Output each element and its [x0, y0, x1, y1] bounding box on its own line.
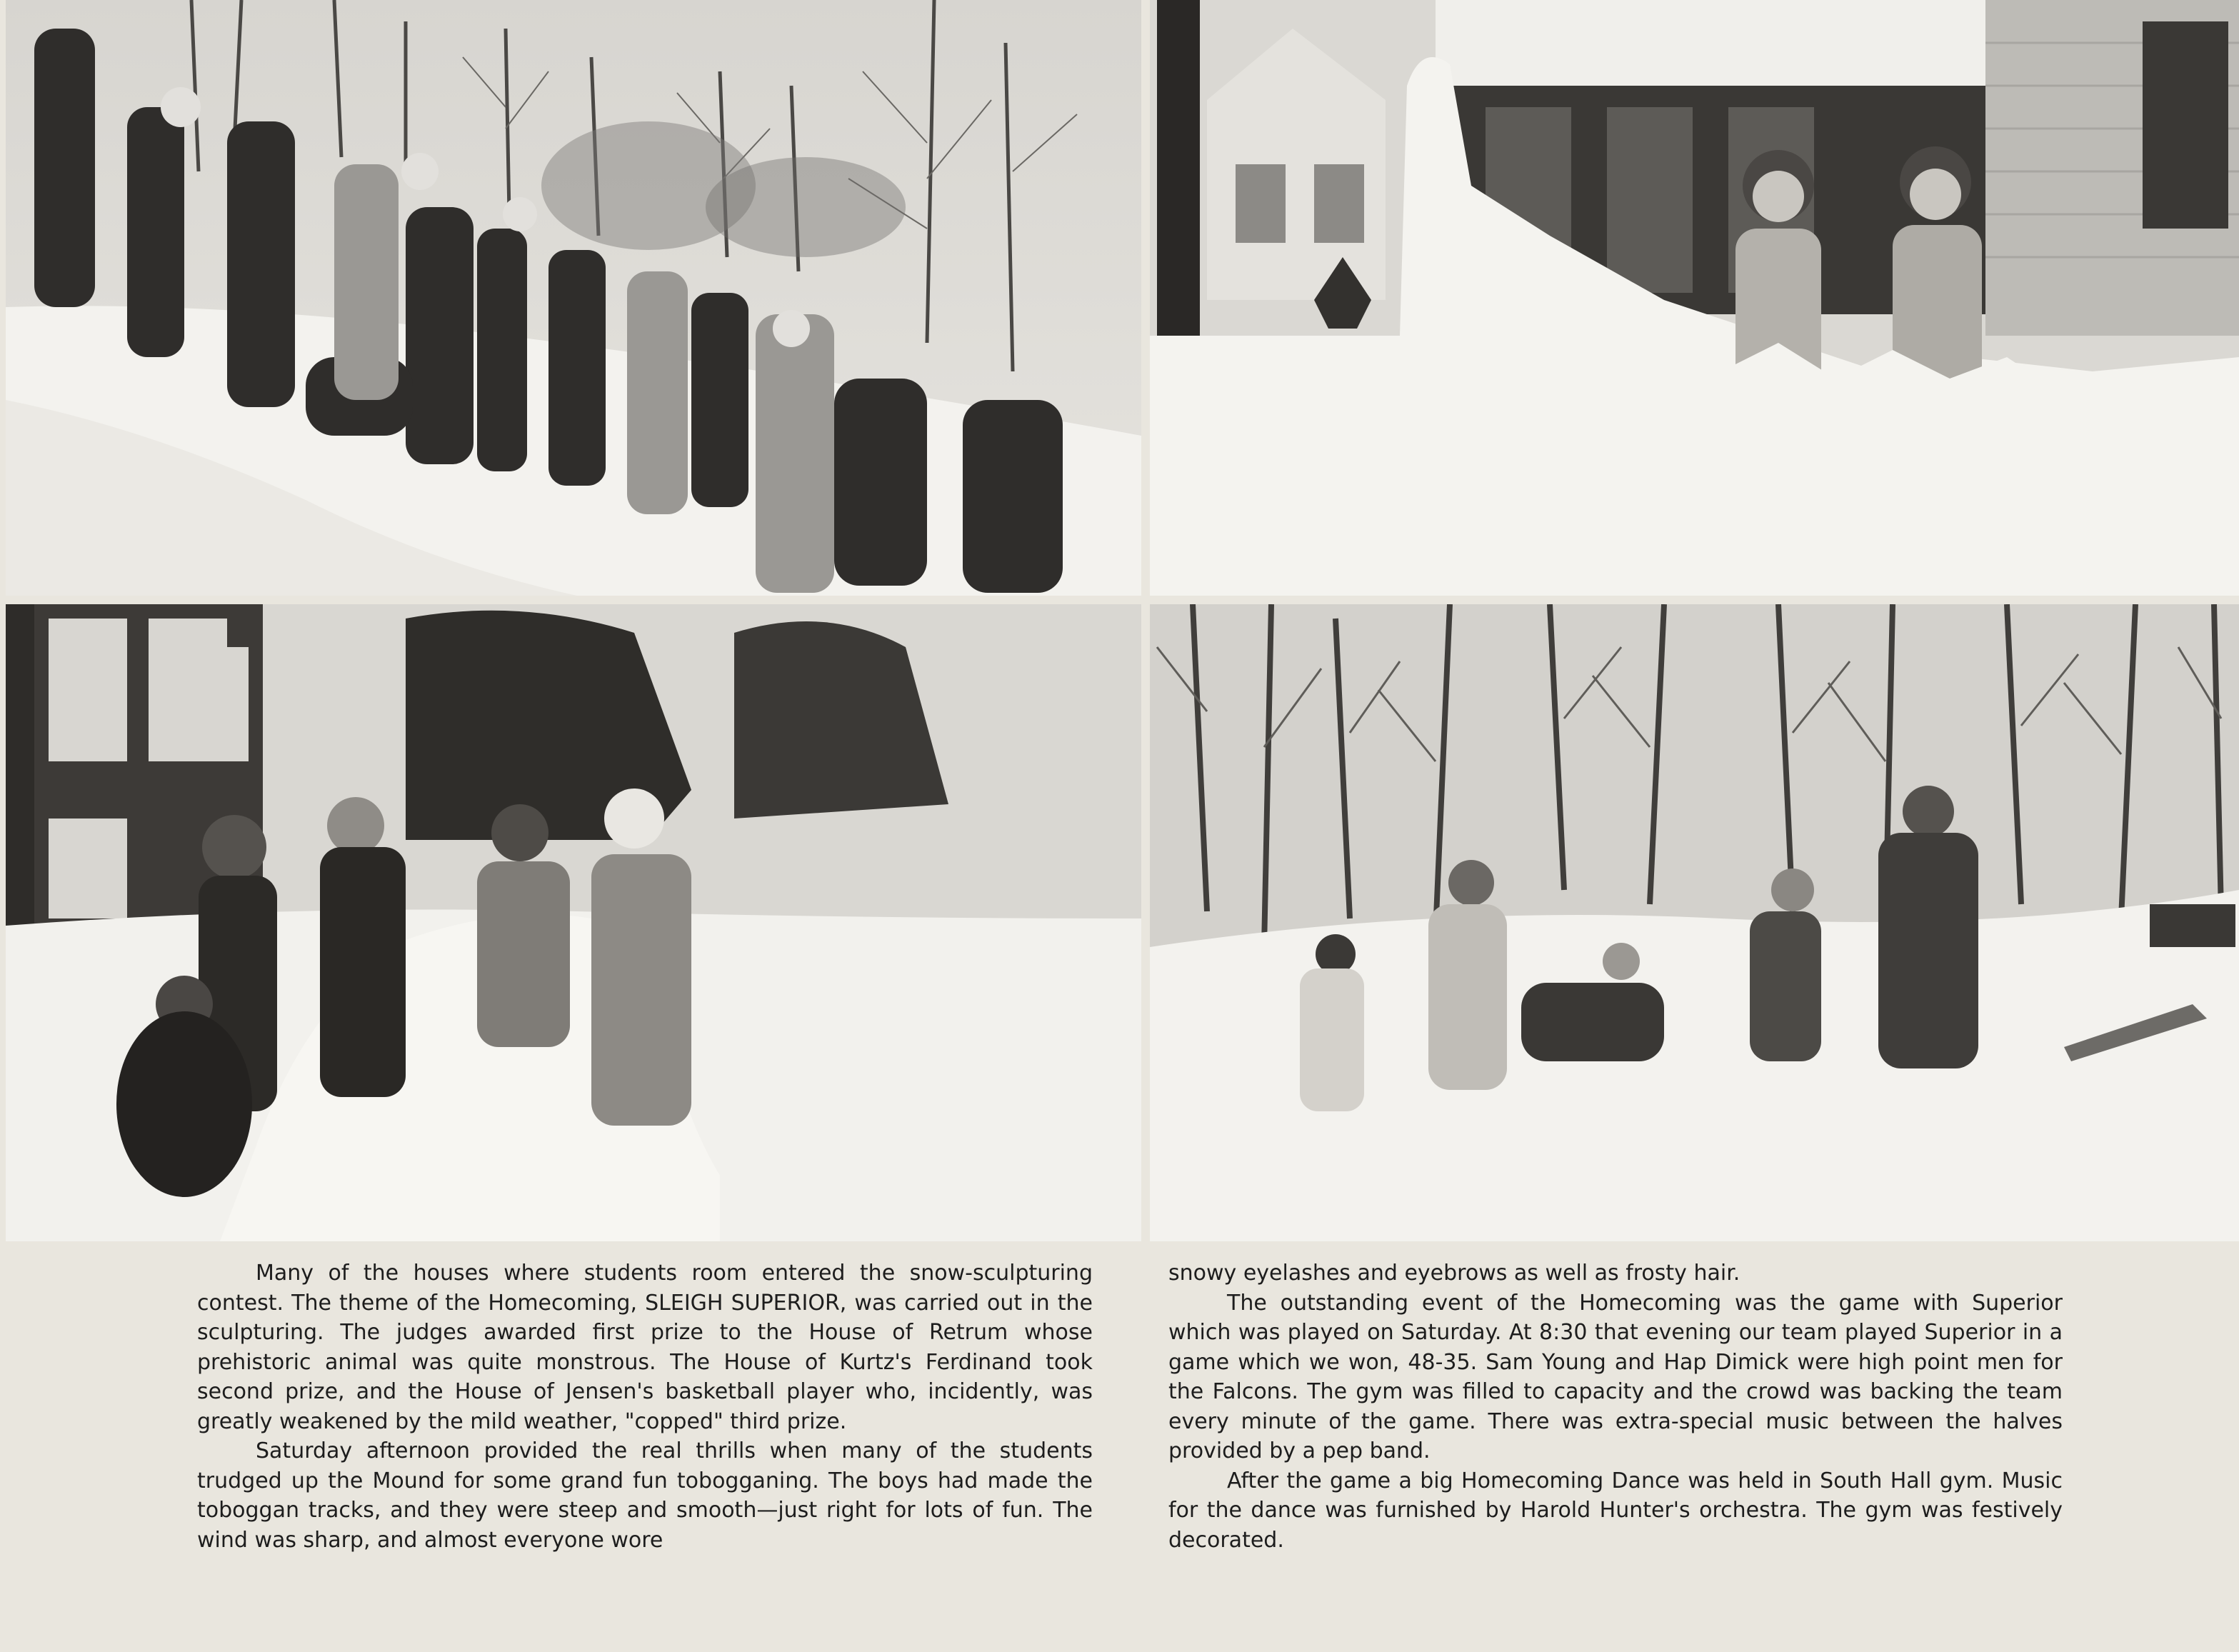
photo-grid-vertical-divider [1141, 0, 1150, 1243]
article-paragraph: snowy eyelashes and eyebrows as well as frosty hair. [1168, 1261, 1740, 1286]
article-right-column [1168, 1258, 2063, 1555]
photo-women-with-snow-sculpture [6, 604, 1141, 1241]
photo-tobogganing-in-woods [1150, 604, 2239, 1241]
article-paragraph: Saturday afternoon provided the real thrills when many of the students trudged up the Mound for some grand fun tobogganing. The boys had made the toboggan tracks, and they were steep and smooth—just right for lots of fun. The wind was sharp, and almost everyone wore [197, 1438, 1093, 1553]
article-paragraph: After the game a big Homecoming Dance was held in South Hall gym. Music for the dance was furnished by Harold Hunter's orchestra. The gym was festively decorated. [1168, 1468, 2063, 1553]
article-paragraph: The outstanding event of the Homecoming was the game with Superior which was played on Saturday. At 8:30 that evening our team played Superior in a game which we won, 48-35. Sam Young and Hap Dimick were high point men for the Falcons. The gym was filled to capacity and the crowd was backing the team every minute of the game. There was extra-special music between the halves provided by a pep band. [1168, 1290, 2063, 1463]
photo-women-with-snow-sculpture-image [6, 604, 1141, 1241]
photo-tobogganing-in-woods-image [1150, 604, 2239, 1241]
photo-grid-horizontal-divider [0, 596, 2239, 604]
photo-women-by-snow-sculpture-house-image [1150, 0, 2239, 596]
photo-students-on-snowy-hill-image [6, 0, 1141, 596]
article-left-column [197, 1258, 1093, 1555]
photo-students-on-snowy-hill [6, 0, 1141, 596]
photo-women-by-snow-sculpture-house [1150, 0, 2239, 596]
article-paragraph: Many of the houses where students room entered the snow-sculpturing contest. The theme of the Homecoming, SLEIGH SUPERIOR, was carried out in the sculpturing. The judges awarded first prize to the House of Retrum whose prehistoric animal was quite monstrous. The House of Kurtz's Ferdinand took second prize, and the House of Jensen's basketball player who, incidently, was greatly weakened by the mild weather, "copped" third prize. [197, 1261, 1093, 1434]
